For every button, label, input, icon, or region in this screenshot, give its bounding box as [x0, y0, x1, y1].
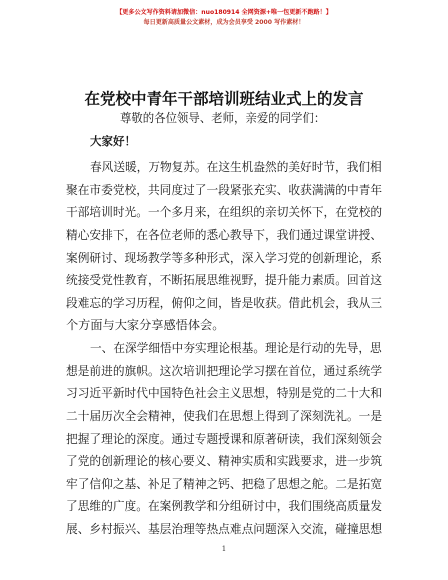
body-line: 了思维的广度。在案例教学和分组研讨中，我们围绕高质量发 — [66, 499, 383, 513]
body-line: 习习近平新时代中国特色社会主义思想，特别是党的二十大和 — [66, 386, 383, 400]
body-line: 个方面与大家分享感悟体会。 — [66, 318, 225, 332]
promo-banner-line-1: 【更多公文写作资料请加微信：nuo180914 全网资源+唯一包更新不跑路！】 — [116, 9, 332, 16]
body-line: 二十届历次全会精神，使我们在思想上得到了深刻洗礼。一是 — [66, 409, 383, 423]
body-line: 了党的创新理论的核心要义、精神实质和实践要求，进一步筑 — [66, 454, 383, 468]
body-line: 案例研讨、现场教学等多种形式，深入学习党的创新理论，系 — [66, 251, 383, 265]
body-line: 精心安排下，在各位老师的悉心教导下，我们通过课堂讲授、 — [66, 228, 383, 242]
document-title: 在党校中青年干部培训班结业式上的发言 — [84, 90, 364, 108]
body-line: 牢了信仰之基、补足了精神之钙、把稳了思想之舵。二是拓宽 — [66, 477, 383, 491]
body-line: 春风送暖，万物复苏。在这生机盎然的美好时节，我们相 — [90, 160, 382, 174]
greeting: 大家好！ — [90, 134, 136, 148]
page-number: 1 — [221, 545, 227, 553]
body-line: 把握了理论的深度。通过专题授课和原著研读，我们深刻领会 — [66, 432, 383, 446]
body-line: 段难忘的学习历程，俯仰之间，皆是收获。借此机会，我从三 — [66, 296, 383, 310]
body-line: 想是前进的旗帜。这次培训把理论学习摆在首位，通过系统学 — [66, 364, 383, 378]
body-line: 干部培训时光。一个多月来，在组织的亲切关怀下，在党校的 — [66, 205, 383, 219]
body-line: 一、在深学细悟中夯实理论根基。理论是行动的先导，思 — [90, 341, 382, 355]
promo-banner-line-2: 每日更新高质量公文素材，成为会员享受 2000 写作素材！ — [143, 19, 305, 26]
body-line: 展、乡村振兴、基层治理等热点难点问题深入交流，碰撞思想 — [66, 522, 383, 536]
body-line: 聚在市委党校，共同度过了一段紧张充实、收获满满的中青年 — [66, 183, 383, 197]
salutation: 尊敬的各位领导、老师，亲爱的同学们： — [120, 111, 326, 125]
body-line: 统接受党性教育，不断拓展思维视野，提升能力素质。回首这 — [66, 273, 383, 287]
